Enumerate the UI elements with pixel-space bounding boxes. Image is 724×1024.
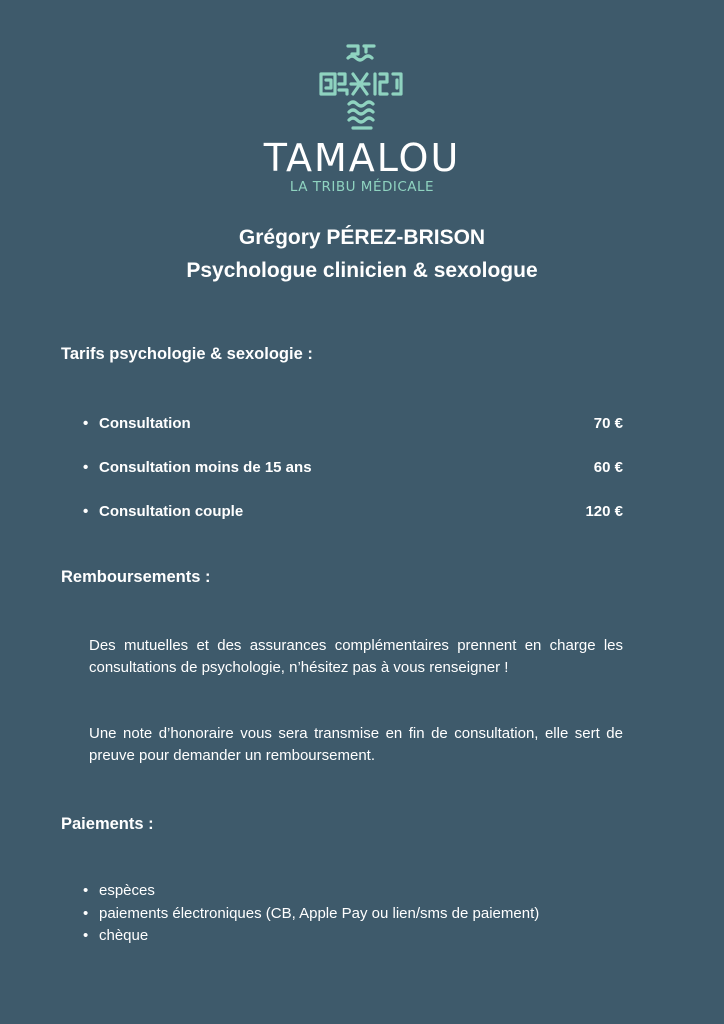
- practitioner-title: Psychologue clinicien & sexologue: [186, 259, 538, 282]
- list-item: [83, 501, 623, 545]
- payment-method: paiements électroniques (CB, Apple Pay ou lien/sms de paiement): [99, 904, 540, 922]
- tarif-label: Consultation: [99, 415, 191, 432]
- list-item: [83, 903, 539, 926]
- list-item: [83, 925, 539, 948]
- tarif-label: Consultation couple: [99, 503, 244, 520]
- payment-method: chèque: [99, 927, 149, 944]
- brand-name: TAMALOU: [263, 136, 461, 180]
- remboursements-paragraph-1: Des mutuelles et des assurances complémentaires prennent en charge les consultations de psychologie, n’hésitez pas à vous renseigner !: [89, 637, 623, 676]
- paiements-heading: Paiements :: [61, 815, 154, 833]
- bullet-icon: •: [83, 927, 89, 944]
- list-item: [83, 457, 623, 501]
- tarif-price: 120 €: [585, 503, 623, 520]
- remboursements-paragraph-2: Une note d’honoraire vous sera transmise en fin de consultation, elle sert de preuve pour demander un remboursement.: [89, 725, 623, 764]
- practitioner-heading: [0, 221, 724, 287]
- payment-method: espèces: [99, 882, 155, 899]
- tarifs-list: [83, 413, 623, 545]
- bullet-icon: •: [83, 415, 89, 432]
- tarif-price: 70 €: [593, 415, 623, 432]
- tarif-label: Consultation moins de 15 ans: [99, 459, 312, 476]
- paiements-list: [83, 880, 539, 948]
- remboursements-heading: Remboursements :: [61, 568, 211, 586]
- bullet-icon: •: [83, 459, 89, 476]
- list-item: [83, 413, 623, 457]
- list-item: [83, 880, 539, 903]
- tarif-price: 60 €: [593, 459, 623, 476]
- practitioner-name: Grégory PÉREZ-BRISON: [238, 226, 486, 249]
- logo: [0, 40, 724, 195]
- bullet-icon: •: [83, 904, 89, 922]
- tarifs-heading: Tarifs psychologie & sexologie :: [61, 345, 313, 363]
- brand-tagline: LA TRIBU MÉDICALE: [289, 179, 435, 195]
- medical-cross-pattern-icon: [317, 40, 407, 132]
- bullet-icon: •: [83, 882, 89, 899]
- bullet-icon: •: [83, 503, 89, 520]
